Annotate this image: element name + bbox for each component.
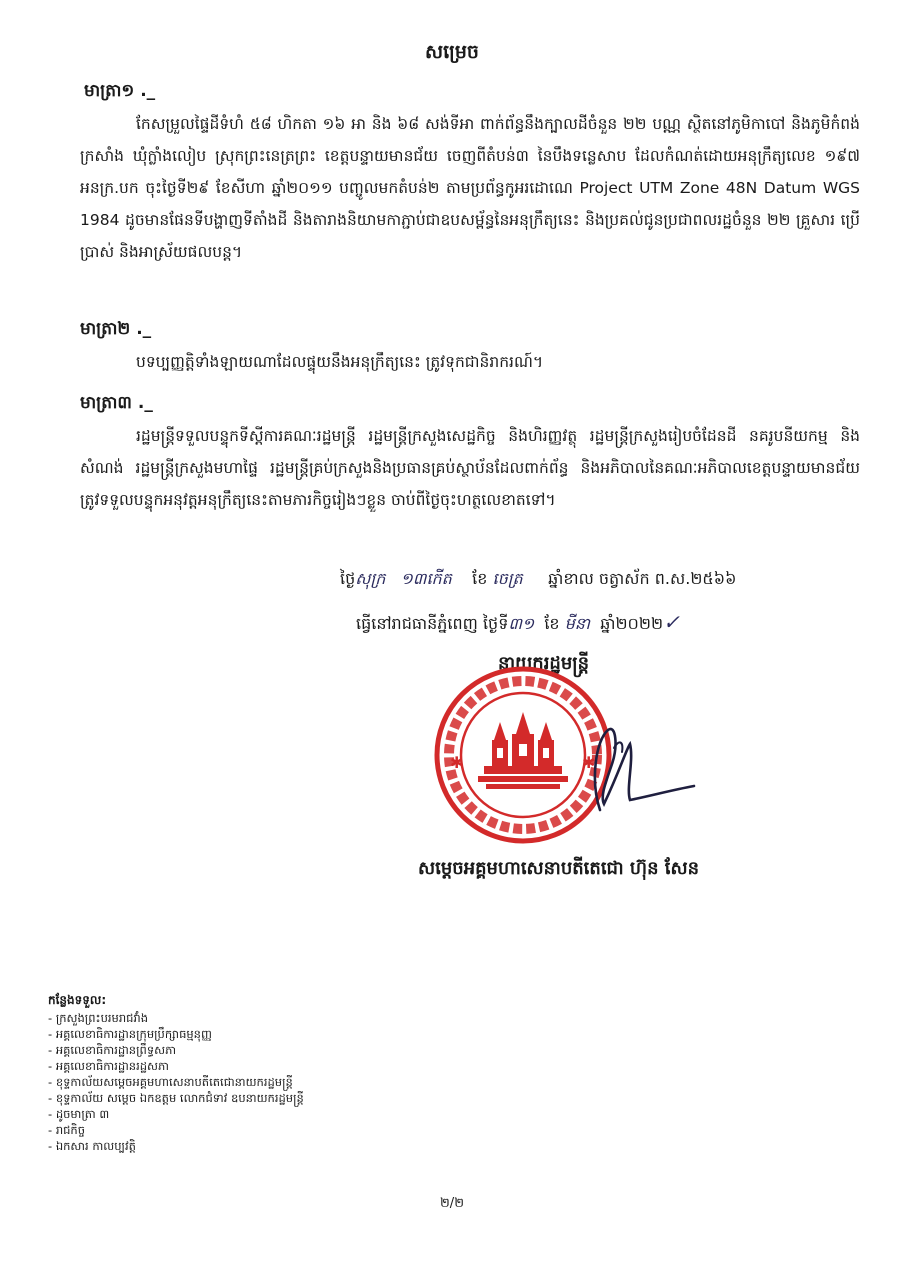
month-label: ខែ: [472, 569, 488, 588]
article-1-text: [80, 108, 860, 268]
svg-text:✱: ✱: [450, 753, 464, 772]
check-mark-icon: ✓: [663, 610, 680, 634]
article-1-body: កែសម្រួលផ្ទៃដីទំហំ ៥៨ ហិកតា ១៦ អា និង ៦៨ សង់ទីអា ពាក់ព័ន្ធនឹងក្បាលដីចំនួន ២២ បណ្ណ ស្ថិតនៅភូមិកាបៅ និងភូមិកំពង់ក្រសាំង ឃុំក្លាំងលៀប ស្រុកព្រះនេត្រព្រះ ខេត្តបន្ទាយមានជ័យ ចេញពីតំបន់៣ នៃបឹងទន្លេសាប ដែលកំណត់ដោយអនុក្រឹត្យលេខ ១៩៧ អនក្រ.បក ចុះថ្ងៃទី២៩ ខែសីហា ឆ្នាំ២០១១ បញ្ចូលមកតំបន់២ តាមប្រព័ន្ធកូអរដោណេ Project UTM Zone 48N Datum WGS 1984 ដូចមានផែនទីបង្ហាញទីតាំងដី និងតារាងនិយាមកាភ្ជាប់ជាឧបសម្ព័ន្ធនៃអនុក្រឹត្យនេះ និងប្រគល់ជូនប្រជាពលរដ្ឋចំនួន ២២ គ្រួសារ ប្រើប្រាស់ និងអាស្រ័យផលបន្ត។: [80, 115, 860, 261]
place-year: ឆ្នាំ២០២២: [600, 614, 664, 633]
svg-text:✱: ✱: [582, 753, 596, 772]
recipient-item: - អគ្គលេខាធិការដ្ឋានក្រុមប្រឹក្សាធម្មនុញ្ញ: [48, 1026, 304, 1042]
place-month-label: ខែ: [544, 614, 560, 633]
recipients-title: កន្លែងទទួល:: [48, 993, 107, 1007]
place-date-line: [356, 610, 680, 637]
recipient-item: - ក្រសួងព្រះបរមរាជវាំង: [48, 1010, 304, 1026]
month-handwritten: ចេត្រ: [492, 569, 523, 588]
recipient-item: - ខុទ្ទកាល័យ សម្តេច ឯកឧត្តម លោកជំទាវ ឧបនាយករដ្ឋមន្ត្រី: [48, 1090, 304, 1106]
signatory-name: សម្តេចអគ្គមហាសេនាបតីតេជោ ហ៊ុន សែន: [418, 858, 700, 879]
signature-icon: [560, 700, 700, 820]
recipients-block: [48, 992, 304, 1154]
article-2-text: [80, 346, 860, 378]
day-handwritten: សុក្រ: [355, 569, 386, 588]
page-number: ២/២: [439, 1196, 465, 1211]
article-3-text: [80, 420, 860, 516]
day-label: ថ្ងៃ: [340, 569, 356, 588]
lunar-year: ឆ្នាំខាល ចត្វាស័ក ព.ស.២៥៦៦: [548, 569, 737, 588]
recipient-item: - អគ្គលេខាធិការដ្ឋានរដ្ឋសភា: [48, 1058, 304, 1074]
recipient-item: - រាជកិច្ច: [48, 1122, 304, 1138]
article-2-heading: មាត្រា២ ._: [80, 319, 152, 339]
recipient-item: - អគ្គលេខាធិការដ្ឋានព្រឹទ្ធសភា: [48, 1042, 304, 1058]
article-3-heading: មាត្រា៣ ._: [80, 393, 153, 413]
place-day-handwritten: ៣១: [508, 614, 535, 633]
date-handwritten: ១៣កើត: [400, 569, 452, 588]
recipient-item: - ខុទ្ទកាល័យសម្តេចអគ្គមហាសេនាបតីតេជោនាយករដ្ឋមន្ត្រី: [48, 1074, 304, 1090]
place-prefix: ធ្វើនៅរាជធានីភ្នំពេញ ថ្ងៃទី: [356, 614, 509, 633]
article-1-heading: មាត្រា១ ._: [84, 81, 156, 101]
article-2-body: បទប្បញ្ញត្តិទាំងឡាយណាដែលផ្ទុយនឹងអនុក្រឹត្យនេះ ត្រូវទុកជានិរាករណ៍។: [136, 353, 544, 371]
place-month-handwritten: មីនា: [564, 614, 591, 633]
signatory-role: នាយករដ្ឋមន្ត្រី: [498, 653, 590, 674]
recipient-item: - ឯកសារ កាលប្បវត្តិ: [48, 1138, 304, 1154]
document-title: សម្រេច: [425, 41, 479, 63]
recipient-item: - ដូចមាត្រា ៣: [48, 1106, 304, 1122]
lunar-date-line: [340, 568, 736, 592]
article-3-body: រដ្ឋមន្ត្រីទទួលបន្ទុកទីស្តីការគណៈរដ្ឋមន្ត្រី រដ្ឋមន្ត្រីក្រសួងសេដ្ឋកិច្ច និងហិរញ្ញវត្ថុ រដ្ឋមន្ត្រីក្រសួងរៀបចំដែនដី នគរូបនីយកម្ម និងសំណង់ រដ្ឋមន្ត្រីក្រសួងមហាផ្ទៃ រដ្ឋមន្ត្រីគ្រប់ក្រសួងនិងប្រធានគ្រប់ស្ថាប័នដែលពាក់ព័ន្ធ និងអភិបាលនៃគណៈអភិបាលខេត្តបន្ទាយមានជ័យ ត្រូវទទួលបន្ទុកអនុវត្តអនុក្រឹត្យនេះតាមភារកិច្ចរៀងៗខ្លួន ចាប់ពីថ្ងៃចុះហត្ថលេខាតទៅ។: [80, 427, 860, 509]
recipients-list: [48, 1010, 304, 1154]
